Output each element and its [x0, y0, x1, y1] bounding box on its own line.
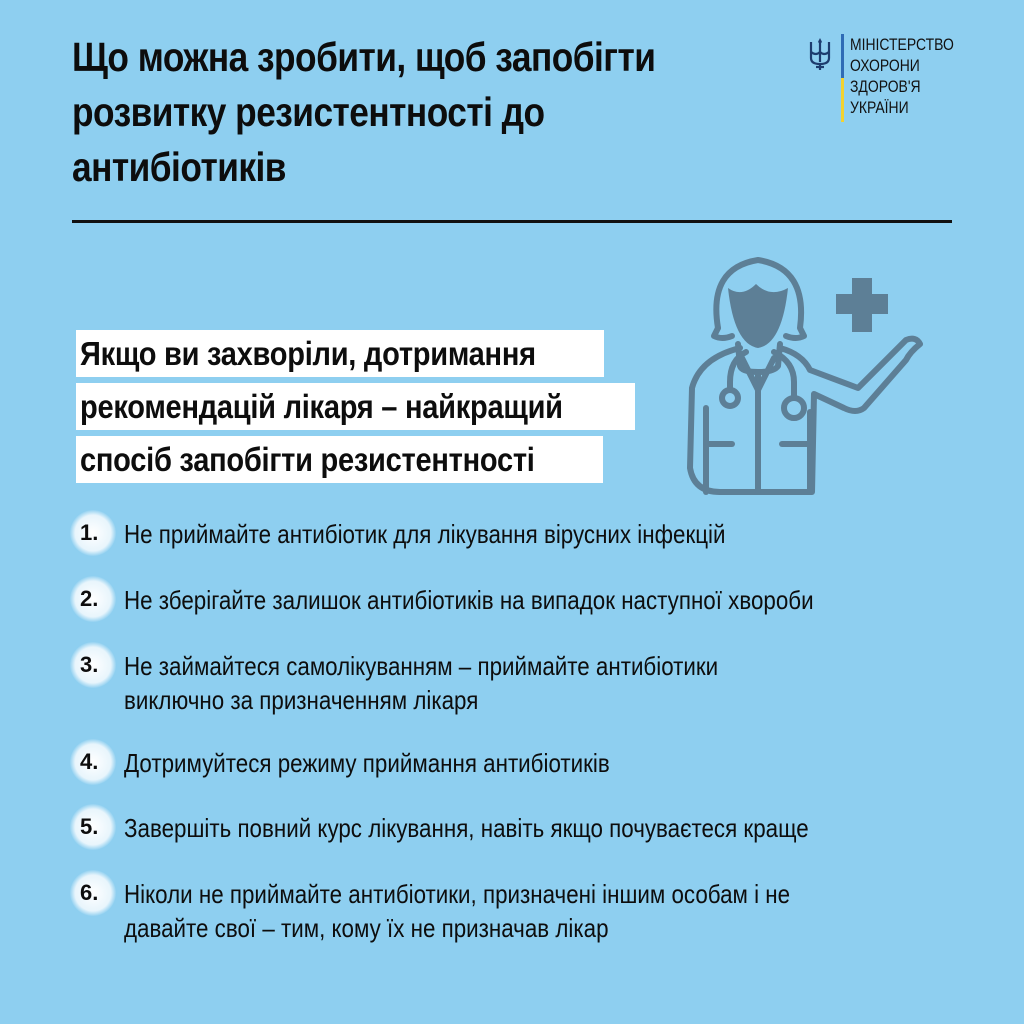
title-divider [72, 220, 952, 223]
tip-text-line: Ніколи не приймайте антибіотики, призначені іншим особам і не [124, 879, 791, 909]
ministry-name-line: УКРАЇНИ [850, 98, 909, 117]
doctor-with-medical-cross-icon [670, 248, 940, 508]
tip-text [124, 649, 950, 717]
tip-item [70, 510, 970, 570]
tip-text [124, 583, 950, 617]
tip-text-line: Дотримуйтеся режиму приймання антибіотиків [124, 748, 610, 778]
tip-number-badge [70, 510, 116, 556]
tip-number: 2. [80, 586, 99, 611]
ministry-name-line: ОХОРОНИ [850, 56, 920, 75]
tip-number: 5. [80, 814, 99, 839]
title-line: антибіотиків [72, 144, 286, 190]
tip-text-line: Не займайтеся самолікуванням – приймайте антибіотики [124, 651, 719, 681]
tip-number: 1. [80, 520, 99, 545]
tip-number-badge [70, 576, 116, 622]
title-line: розвитку резистентності до [72, 89, 545, 135]
trident-icon [808, 38, 832, 72]
tip-number: 3. [80, 652, 99, 677]
key-message-text: спосіб запобігти резистентності [80, 441, 535, 478]
tip-text-line: Не приймайте антибіотик для лікування вірусних інфекцій [124, 519, 726, 549]
tip-text-line: Завершіть повний курс лікування, навіть якщо почуваєтеся краще [124, 813, 809, 843]
key-message-text: рекомендацій лікаря – найкращий [80, 388, 563, 425]
logo-color-bar [841, 34, 844, 122]
tip-number-badge [70, 804, 116, 850]
key-message-text: Якщо ви захворіли, дотримання [80, 335, 536, 372]
key-message [76, 330, 696, 489]
tip-text-line: давайте свої – тим, кому їх не призначав лікар [124, 913, 609, 943]
tip-item [70, 576, 970, 636]
key-message-line [76, 383, 635, 430]
tip-number-badge [70, 739, 116, 785]
tip-number: 6. [80, 880, 99, 905]
tip-item [70, 739, 970, 799]
tip-text-line: Не зберігайте залишок антибіотиків на випадок наступної хвороби [124, 585, 814, 615]
tip-item [70, 804, 970, 864]
tip-text-line: виключно за призначенням лікаря [124, 685, 479, 715]
tip-text [124, 877, 950, 945]
tip-number-badge [70, 870, 116, 916]
ministry-name-line: ЗДОРОВ'Я [850, 77, 921, 96]
title-line: Що можна зробити, щоб запобігти [72, 34, 656, 80]
tip-text [124, 517, 950, 551]
tip-text [124, 746, 950, 780]
page-title [72, 30, 665, 195]
tip-text [124, 811, 950, 845]
ministry-name-line: МІНІСТЕРСТВО [850, 35, 954, 54]
ministry-name [850, 34, 954, 118]
tip-item [70, 642, 970, 715]
key-message-line [76, 330, 604, 377]
ministry-logo [808, 34, 968, 130]
key-message-line [76, 436, 603, 483]
tip-item [70, 870, 970, 943]
tip-number-badge [70, 642, 116, 688]
tip-number: 4. [80, 749, 99, 774]
